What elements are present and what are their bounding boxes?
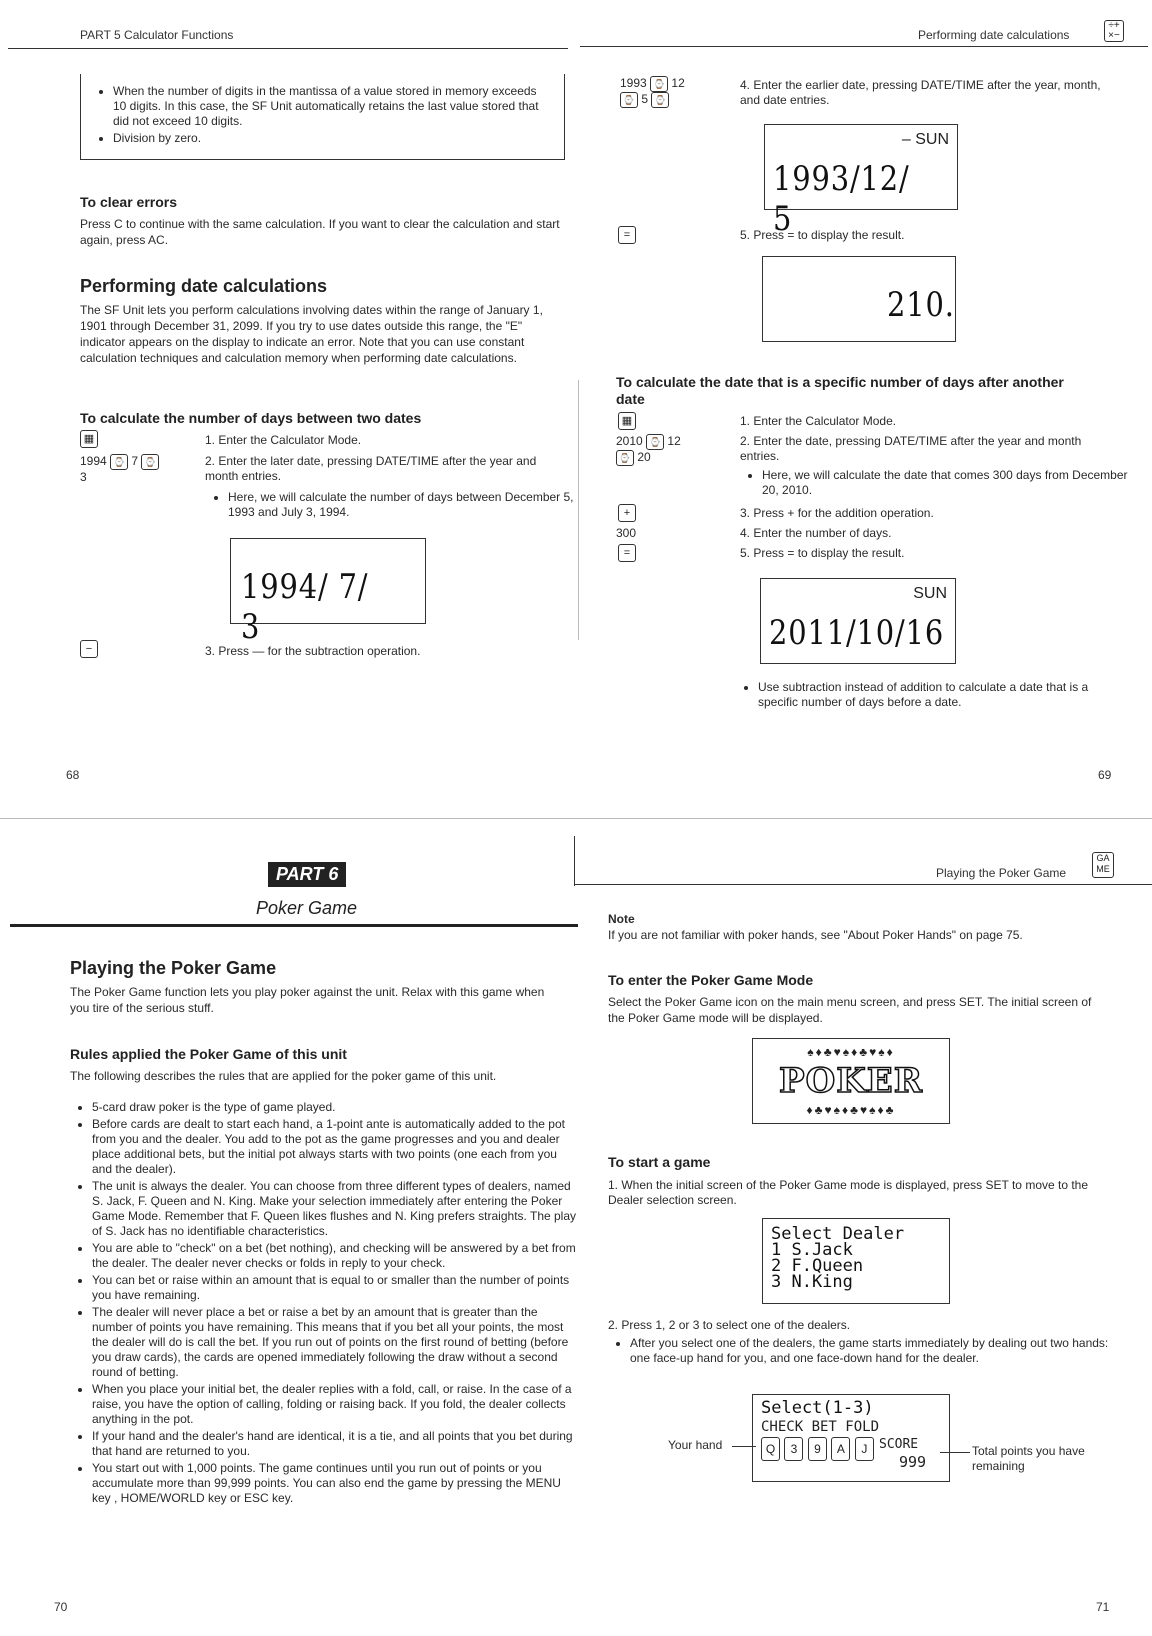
start-game-heading: To start a game [608,1154,711,1170]
lcd-indicator: SUN [913,585,947,602]
game-screen [752,1394,950,1482]
step-4: 4. Enter the earlier date, pressing DATE/TIME after the year, month, and date entries. [740,78,1101,107]
your-hand-leader [732,1446,756,1447]
start-step-2: 2. Press 1, 2 or 3 to select one of the dealers. [608,1318,851,1332]
step-3b: 3. Press + for the addition operation. [740,506,934,520]
key-entry-month: 12 [667,434,681,449]
date-after-heading: To calculate the date that is a specific number of days after another date [616,374,1064,407]
spread-separator [0,818,1152,819]
step-2: 2. Enter the later date, pressing DATE/TIME after the year and month entries. [205,454,537,483]
header-rule-right [580,46,1148,47]
lcd-display-1 [230,538,426,647]
step-3: 3. Press — for the subtraction operation. [205,644,421,658]
rules-heading: Rules applied the Poker Game of this unit [70,1046,347,1062]
date-time-key-icon: ⌚ [651,92,669,108]
date-time-key-icon: ⌚ [650,76,668,92]
step-1b: 1. Enter the Calculator Mode. [740,414,897,428]
rule-item: • 5-card draw poker is the type of game played. [92,1100,576,1115]
note-text: If you are not familiar with poker hands, see "About Poker Hands" on page 75. [608,928,1023,942]
header-rule-left [8,48,568,49]
playing-intro: The Poker Game function lets you play poker against the unit. Relax with this game when you tire of the serious stuff. [70,985,545,1015]
total-points-leader [940,1452,970,1453]
calculator-mode-icon: ▦ [80,430,98,448]
key-sequence [80,454,159,485]
key-entry-year: 1993 [620,76,647,91]
dealer-select-screen [762,1218,950,1304]
lcd-value: 1994/ 7/ 3 [241,567,369,647]
lcd-value: 2011/10/16 [769,613,945,653]
equals-key-icon: = [618,544,636,562]
card-icon: 3 [784,1437,803,1461]
key-entry-day: 20 [637,450,651,465]
rule-item: • Before cards are dealt to start each hand, a 1-point ante is automatically added to the pot from you and the dealer. You add to the pot as the game progresses and you and dealer place additional bets, but the initial pot always starts with two points (one each from you and the dealer). [92,1117,576,1177]
subtraction-bullet: • Use subtraction instead of addition to calculate a date that is a specific number of days before a date. [758,680,1128,710]
card-icon: Q [761,1437,780,1461]
game-icon: GA ME [1092,852,1114,878]
your-hand-label: Your hand [668,1438,723,1452]
calculator-mode-icon: ▦ [618,412,636,430]
rule-item: • You start out with 1,000 points. The game continues until you run out of points or you accumulate more than 99,999 points. You can also end the game by pressing the MENU key , HOME/WORLD key or ESC key. [92,1461,576,1506]
note-bullet: • When the number of digits in the mantissa of a value stored in memory exceeds 10 digits. In this case, the SF Unit automatically retains the last value stored that did not exceed 10 digits. [113,84,550,129]
enter-mode-text: Select the Poker Game icon on the main menu screen, and press SET. The initial screen of the Poker Game mode will be displayed. [608,995,1092,1025]
equals-key-icon: = [618,226,636,244]
total-points-label: Total points you have remaining [972,1444,1085,1473]
page71-border [574,836,575,886]
lcd-display-3 [762,256,956,342]
key-entry-year: 2010 [616,434,643,449]
page-number-69: 69 [1098,768,1112,782]
note-bullet: • Division by zero. [113,131,550,146]
key-entry-month: 12 [671,76,685,91]
clear-errors-text: Press C to continue with the same calculation. If you want to clear the calculation and start again, press AC. [80,217,560,247]
step-2-bullet: • Here, we will calculate the number of days between December 5, 1993 and July 3, 1994. [228,490,588,520]
key-entry-300: 300 [616,526,637,540]
page-number-71: 71 [1096,1600,1110,1614]
clear-errors-heading: To clear errors [80,194,178,210]
dealer-line: 1 S.Jack [771,1240,853,1260]
lcd-value: 210. [887,285,956,325]
step-5: 5. Press = to display the result. [740,228,905,242]
part6-label: PART 6 [268,862,346,887]
part6-rule [10,924,578,927]
suit-border-top: ♠♦♣♥♠♦♣♥♠♦ [807,1045,895,1059]
date-calc-text: The SF Unit lets you perform calculations involving dates within the range of January 1, 1901 through December 31, 2099. If you try to use dates outside this range, the "E" indicator appears on the display to indicate an error. Note that you can use constant calculation techniques and calculation memory when performing date calculations. [80,303,543,365]
key-sequence-3 [616,434,681,466]
card-hand [761,1437,874,1461]
rule-item: • You can bet or raise within an amount that is equal to or smaller than the number of points you have remaining. [92,1273,576,1303]
page-number-68: 68 [66,768,80,782]
step-5b: 5. Press = to display the result. [740,546,905,560]
header-rule-71 [574,884,1152,885]
start-bullet: • After you select one of the dealers, the game starts immediately by dealing out two hands: one face-up hand for you, and one face-down hand for the dealer. [630,1336,1116,1366]
date-calc-heading: Performing date calculations [80,276,328,296]
card-icon: J [855,1437,874,1461]
dealer-line: Select Dealer [771,1224,905,1244]
score-label: SCORE [879,1437,919,1452]
start-step-1: 1. When the initial screen of the Poker Game mode is displayed, press SET to move to the Dealer selection screen. [608,1178,1089,1207]
playing-heading: Playing the Poker Game [70,958,277,978]
score-value: 999 [899,1453,927,1471]
dealer-line: 3 N.King [771,1272,853,1292]
game-options: CHECK BET FOLD [761,1419,880,1435]
days-between-heading: To calculate the number of days between two dates [80,410,422,426]
key-entry-day: 3 [80,470,87,484]
rule-item: • The unit is always the dealer. You can choose from three different types of dealers, named S. Jack, F. Queen and N. King. Make your selection immediately after entering the Poker Game Mode. Remember that F. Queen likes flushes and N. King prefers straights. The play of S. Jack has no identifiable characteristics. [92,1179,576,1239]
page71-header: Playing the Poker Game [936,866,1067,880]
dealer-line: 2 F.Queen [771,1256,864,1276]
key-entry-year: 1994 [80,454,107,469]
key-entry-month: 7 [131,454,139,469]
lcd-display-4 [760,578,956,664]
lcd-value: 1993/12/ 5 [773,159,910,239]
rule-item: • When you place your initial bet, the dealer replies with a fold, call, or raise. In the case of a raise, you have the option of calling, folding or raising back. If you fold, the dealer collects anything in the pot. [92,1382,576,1427]
center-divider [578,380,579,640]
card-icon: 9 [808,1437,827,1461]
rule-item: • You are able to "check" on a bet (bet nothing), and checking will be answered by a bet from the dealer. The dealer never checks or folds in reply to your check. [92,1241,576,1271]
game-prompt: Select(1-3) [761,1398,874,1418]
rules-intro: The following describes the rules that are applied for the poker game of this unit. [70,1069,497,1083]
card-icon: A [831,1437,850,1461]
step-2b: 2. Enter the date, pressing DATE/TIME after the year and month entries. [740,434,1082,463]
step-4b: 4. Enter the number of days. [740,526,892,540]
date-time-key-icon: ⌚ [141,454,159,470]
date-time-key-icon: ⌚ [616,450,634,466]
rule-item: • The dealer will never place a bet or raise a bet by an amount that is greater than the number of points you have remaining. This means that if you bet all your points, the most the dealer will do is call the bet. If you run out of points on the first round of betting (before you draw cards), the cards are opened immediately following the draw without a second round of betting. [92,1305,576,1380]
enter-mode-heading: To enter the Poker Game Mode [608,972,814,988]
rule-item: • If your hand and the dealer's hand are identical, it is a tie, and all points that you bet during that hand are returned to you. [92,1429,576,1459]
minus-key-icon: − [80,640,98,658]
page68-header: PART 5 Calculator Functions [80,28,234,42]
note-label: Note [608,912,635,926]
page-number-70: 70 [54,1600,68,1614]
poker-logo: POKER [779,1061,923,1101]
plus-key-icon: + [618,504,636,522]
date-time-key-icon: ⌚ [620,92,638,108]
date-time-key-icon: ⌚ [646,434,664,450]
step-2b-bullet: • Here, we will calculate the date that comes 300 days from December 20, 2010. [762,468,1128,498]
poker-initial-screen [752,1038,950,1124]
step-1: 1. Enter the Calculator Mode. [205,433,362,447]
page69-header: Performing date calculations [918,28,1070,42]
key-sequence-2 [620,76,685,108]
calculator-icon: ÷+ ×− [1104,20,1124,42]
error-note-box [80,74,565,160]
key-entry-day: 5 [641,92,649,107]
date-time-key-icon: ⌚ [110,454,128,470]
suit-border-bottom: ♦♣♥♠♦♣♥♠♦♣ [806,1103,896,1117]
part6-title: Poker Game [256,898,358,918]
lcd-indicator: – SUN [901,131,949,148]
